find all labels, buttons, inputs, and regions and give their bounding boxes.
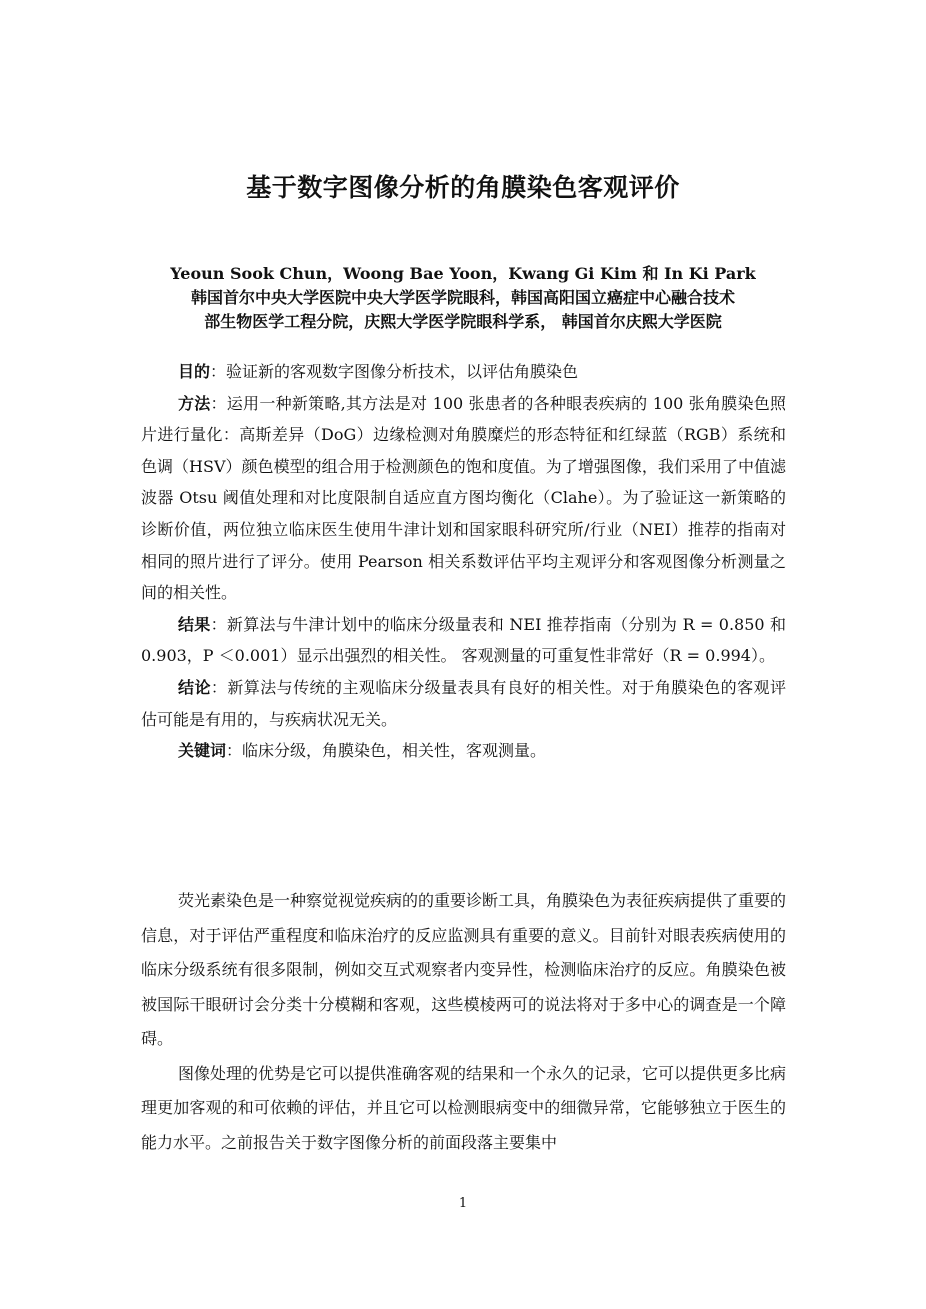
body-paragraph-2: 图像处理的优势是它可以提供准确客观的结果和一个永久的记录，它可以提供更多比病理更加客观的和可依赖的评估，并且它可以检测眼病变中的细微异常，它能够独立于医生的能力水平。之前报告关于数字图像分析的前面段落主要集中 xyxy=(141,1063,787,1152)
keywords-label: 关键词 xyxy=(178,741,227,761)
abstract-purpose xyxy=(141,356,786,388)
abstract-results xyxy=(141,609,786,672)
page-number: 1 xyxy=(458,1196,468,1211)
body-text xyxy=(141,884,786,1160)
author-block xyxy=(0,262,926,334)
results-label: 结果 xyxy=(178,614,211,634)
affiliation-line-1: 韩国首尔中央大学医院中央大学医学院眼科，韩国高阳国立癌症中心融合技术 xyxy=(190,288,735,307)
body-paragraph-1: 荧光素染色是一种察觉视觉疾病的的重要诊断工具，角膜染色为表征疾病提供了重要的信息，对于评估严重程度和临床治疗的反应监测具有重要的意义。目前针对眼表疾病使用的临床分级系统有很多限制，例如交互式观察者内变异性，检测临床治疗的反应。角膜染色被被国际干眼研讨会分类十分模糊和客观，这些模棱两可的说法将对于多中心的调查是一个障碍。 xyxy=(141,891,787,1048)
keywords-text: 临床分级，角膜染色，相关性，客观测量。 xyxy=(242,741,547,761)
conclusions-text: 新算法与传统的主观临床分级量表具有良好的相关性。对于角膜染色的客观评估可能是有用的，与疾病状况无关。 xyxy=(141,677,786,729)
methods-separator: ： xyxy=(210,393,227,413)
keywords-separator: ： xyxy=(226,741,243,761)
results-text: 新算法与牛津计划中的临床分级量表和 NEI 推荐指南（分别为 R = 0.850 和 0.903，P ＜0.001）显示出强烈的相关性。 客观测量的可重复性非常好（R = 0.994）。 xyxy=(141,614,786,666)
conclusions-label: 结论 xyxy=(178,677,211,697)
abstract-keywords xyxy=(141,735,786,767)
abstract-methods xyxy=(141,388,786,609)
purpose-text: 验证新的客观数字图像分析技术，以评估角膜染色 xyxy=(226,362,579,381)
conclusions-separator: ： xyxy=(210,677,228,697)
abstract-conclusions xyxy=(141,672,786,735)
paper-title: 基于数字图像分析的角膜染色客观评价 xyxy=(246,173,680,202)
purpose-separator: ： xyxy=(210,362,227,381)
results-separator: ： xyxy=(210,614,227,634)
methods-label: 方法 xyxy=(178,393,211,413)
author-names: Yeoun Sook Chun，Woong Bae Yoon，Kwang Gi Kim 和 In Ki Park xyxy=(170,264,756,283)
methods-text: 运用一种新策略,其方法是对 100 张患者的各种眼表疾病的 100 张角膜染色照片进行量化：高斯差异（DoG）边缘检测对角膜糜烂的形态特征和红绿蓝（RGB）系统和色调（HSV）颜色模型的组合用于检测颜色的饱和度值。为了增强图像，我们采用了中值滤波器 Otsu 阈值处理和对比度限制自适应直方图均衡化（Clahe）。为了验证这一新策略的诊断价值，两位独立临床医生使用牛津计划和国家眼科研究所/行业（NEI）推荐的指南对相同的照片进行了评分。使用 Pearson 相关系数评估平均主观评分和客观图像分析测量之间的相关性。 xyxy=(141,393,786,603)
affiliation-line-2: 部生物医学工程分院，庆熙大学医学院眼科学系， 韩国首尔庆熙大学医院 xyxy=(204,312,722,331)
abstract xyxy=(141,356,786,767)
purpose-label: 目的 xyxy=(178,362,211,381)
